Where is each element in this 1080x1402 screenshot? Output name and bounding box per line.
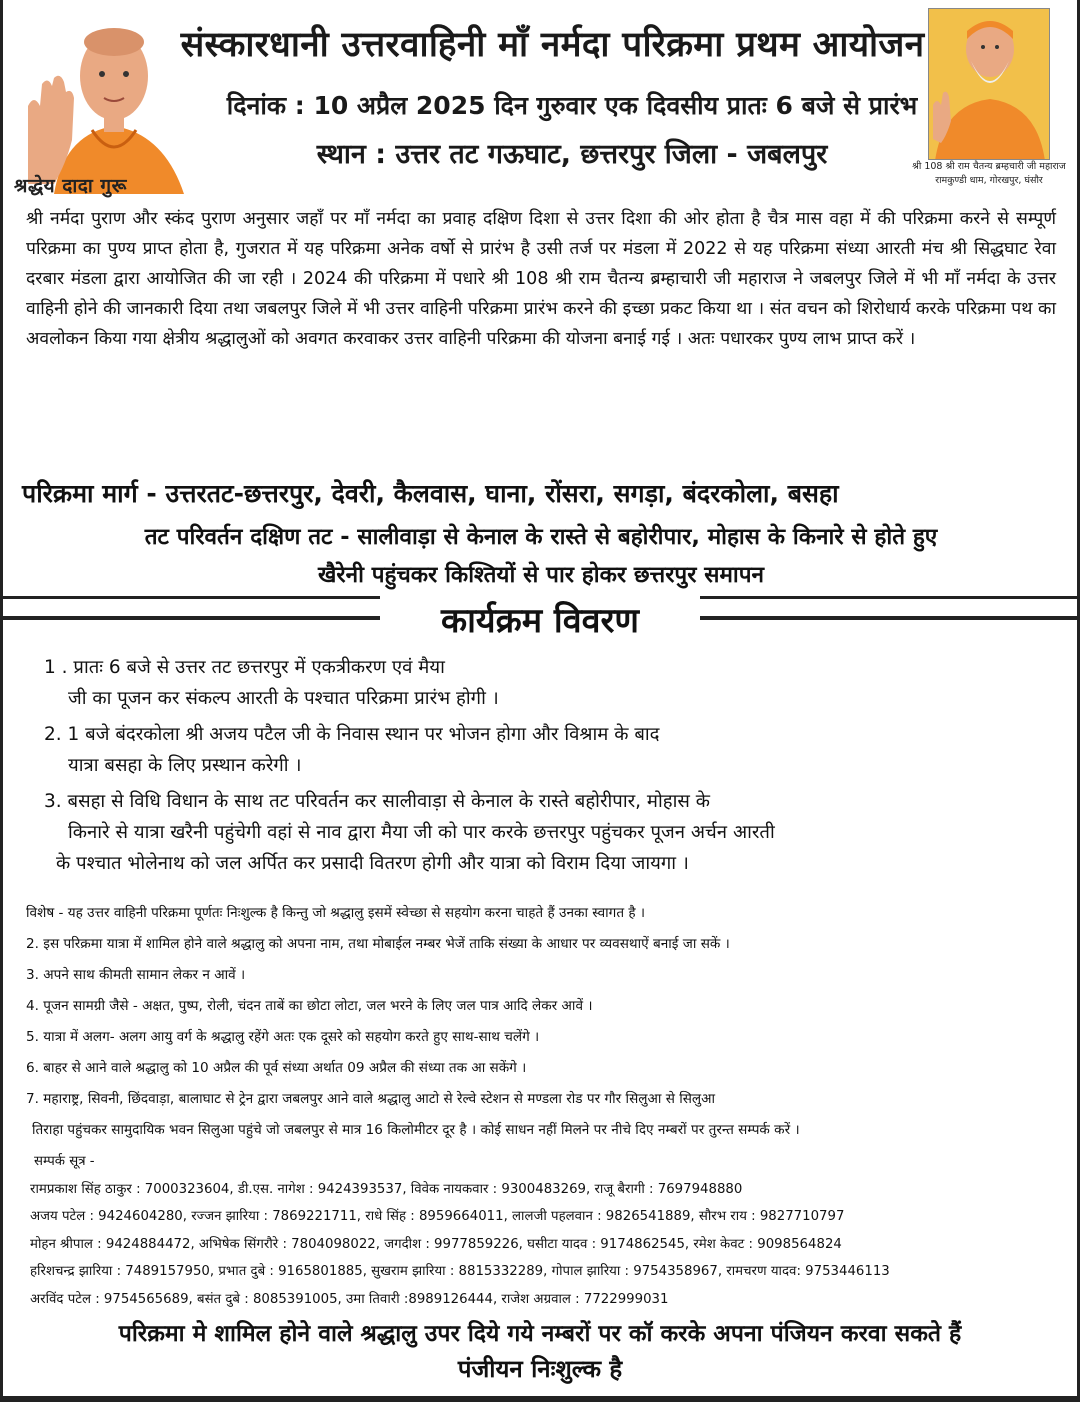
contacts-row-2: अजय पटेल : 9424604280, रज्जन झारिया : 7869221711, राधे सिंह : 8959664011, लालजी पहलवान : 9826541889, सौरभ राय : 9827710797 <box>30 1209 845 1224</box>
program-list <box>44 652 1044 884</box>
route-line-1: परिक्रमा मार्ग - उत्तरतट-छत्तरपुर, देवरी, कैलवास, घाना, रोंसरा, सगड़ा, बंदरकोला, बसहा <box>22 479 839 508</box>
registration-note: परिक्रमा मे शामिल होने वाले श्रद्धालु उपर दिये गये नम्बरों पर कॉ करके अपना पंजियन करवा सकते हैं <box>118 1321 962 1347</box>
program-item-2-line-a: 2. 1 बजे बंदरकोला श्री अजय पटैल जी के निवास स्थान पर भोजन होगा और विश्राम के बाद <box>44 724 660 745</box>
intro-paragraph: श्री नर्मदा पुराण और स्कंद पुराण अनुसार जहाँ पर माँ नर्मदा का प्रवाह दक्षिण दिशा से उत्तर दिशा की ओर होता है चैत्र मास वहा में की परिक्रमा करने से सम्पूर्ण परिक्रमा का पुण्य प्राप्त होता है, गुजरात में यह परिक्रमा अनेक वर्षो से प्रारंभ है उसी तर्ज पर मंडला में 2022 से यह परिक्रमा संध्या आरती मंच श्री सिद्धघाट रेवा दरबार मंडला द्वारा आयोजित की जा रही । 2024 की परिक्रमा में पधारे श्री 108 श्री राम चैतन्य ब्रम्हाचारी जी महाराज ने जबलपुर जिले में भी माँ नर्मदा के उत्तर वाहिनी होने की जानकारी दिया तथा जबलपुर जिले में भी उत्तर वाहिनी परिक्रमा प्रारंभ करने की इच्छा प्रकट किया था । संत वचन को शिरोधार्य करके परिक्रमा पथ का अवलोकन किया गया क्षेत्रीय श्रद्धालुओं को अवगत करवाकर उत्तर वाहिनी परिक्रमा की योजना बनाई गई । अतः पधारकर पुण्य लाभ प्राप्त करें । <box>26 209 1056 349</box>
note-5: 5. यात्रा में अलग- अलग आयु वर्ग के श्रद्धालु रहेंगे अतः एक दूसरे को सहयोग करते हुए साथ-साथ चलेंगे । <box>26 1029 540 1045</box>
program-item-1-line-b: जी का पूजन कर संकल्प आरती के पश्चात परिक्रमा प्रारंभ होगी । <box>68 688 499 709</box>
event-date: दिनांक : 10 अप्रैल 2025 दिन गुरुवार एक दिवसीय प्रातः 6 बजे से प्रारंभ <box>226 91 918 120</box>
event-place: स्थान : उत्तर तट गऊघाट, छत्तरपुर जिला - जबलपुर <box>316 139 828 170</box>
guru-photo-right <box>928 8 1050 160</box>
heading-rule-left <box>0 616 390 620</box>
note-4: 4. पूजन सामग्री जैसे - अक्षत, पुष्प, रोली, चंदन ताबें का छोटा लोटा, जल भरने के लिए जल पात्र आदि लेकर आवें । <box>26 998 593 1014</box>
program-item-1-line-a: 1 . प्रातः 6 बजे से उत्तर तट छत्तरपुर में एकत्रीकरण एवं मैया <box>44 657 445 678</box>
note-special: विशेष - यह उत्तर वाहिनी परिक्रमा पूर्णतः निःशुल्क है किन्तु जो श्रद्धालु इसमें स्वेच्छा से सहयोग करना चाहते हैं उनका स्वागत है । <box>26 905 646 921</box>
guru-caption-left: श्रद्धेय दादा गुरू <box>14 175 127 197</box>
program-item-3 <box>44 786 1044 879</box>
note-3: 3. अपने साथ कीमती सामान लेकर न आवें । <box>26 967 246 983</box>
note-2: 2. इस परिक्रमा यात्रा में शामिल होने वाले श्रद्धालु को अपना नाम, तथा मोबाईल नम्बर भेजें ताकि संख्या के आधार पर व्यवसथाऐं बनाई जा सकें । <box>26 936 730 952</box>
note-7-line-a: 7. महाराष्ट्र, सिवनी, छिंदवाड़ा, बालाघाट से ट्रेन द्वारा जबलपुर आने वाले श्रद्धालु आटो से रेल्वे स्टेशन से मण्डला रोड पर गौर सिलुआ से सिलुआ <box>26 1091 716 1107</box>
program-item-2 <box>44 719 1044 781</box>
guru-caption-right-line1: श्री 108 श्री राम चैतन्य ब्रम्हचारी जी महाराज <box>912 161 1066 172</box>
contacts-block <box>30 1148 1070 1313</box>
contacts-row-5: अरविंद पटेल : 9754565689, बसंत दुबे : 8085391005, उमा तिवारी :8989126444, राजेश अग्रवाल : 7722999031 <box>30 1291 669 1307</box>
note-7-line-b: तिराहा पहुंचकर सामुदायिक भवन सिलुआ पहुंचे जो जबलपुर से मात्र 16 किलोमीटर दूर है । कोई साधन नहीं मिलने पर नीचे दिए नम्बरों पर तुरन्त सम्पर्क करें । <box>32 1122 800 1138</box>
registration-free-note: पंजीयन निःशुल्क है <box>457 1355 623 1383</box>
program-item-3-line-b: किनारे से यात्रा खरैनी पहुंचेगी वहां से नाव द्वारा मैया जी को पार करके छत्तरपुर पहुंचकर पूजन अर्चन आरती <box>68 822 775 843</box>
route-line-3: खैरेनी पहुंचकर किश्तियों से पार होकर छत्तरपुर समापन <box>318 562 764 588</box>
program-item-3-line-c: के पश्चात भोलेनाथ को जल अर्पित कर प्रसादी वितरण होगी और यात्रा को विराम दिया जायगा । <box>56 853 689 874</box>
contacts-row-4: हरिशचन्द्र झारिया : 7489157950, प्रभात दुबे : 9165801885, सुखराम झारिया : 8815332289, गोपाल झारिया : 9754358967, रामचरण यादव: 9753446113 <box>30 1264 890 1279</box>
notes-list <box>26 898 1072 1146</box>
program-heading: कार्यक्रम विवरण <box>380 596 700 642</box>
contacts-label: सम्पर्क सूत्र - <box>34 1154 95 1169</box>
program-item-3-line-a: 3. बसहा से विधि विधान के साथ तट परिवर्तन कर सालीवाड़ा से केनाल के रास्ते बहोरीपार, मोहास के <box>44 791 710 812</box>
heading-rule-right <box>690 616 1080 620</box>
contacts-row-3: मोहन श्रीपाल : 9424884472, अभिषेक सिंगरौरे : 7804098022, जगदीश : 9977859226, घसीटा यादव : 9174862545, रमेश केवट : 9098564824 <box>30 1236 842 1252</box>
bottom-border <box>0 1396 1080 1402</box>
guru-caption-right-line2: रामकुण्डी धाम, गोरखपुर, घंसौर <box>935 175 1043 186</box>
route-line-2: तट परिवर्तन दक्षिण तट - सालीवाड़ा से केनाल के रास्ते से बहोरीपार, मोहास के किनारे से होते हुए <box>144 524 938 550</box>
program-item-1 <box>44 652 1044 714</box>
program-item-2-line-b: यात्रा बसहा के लिए प्रस्थान करेगी । <box>68 755 302 776</box>
event-title: संस्कारधानी उत्तरवाहिनी माँ नर्मदा परिक्रमा प्रथम आयोजन <box>180 25 925 65</box>
note-6: 6. बाहर से आने वाले श्रद्धालु को 10 अप्रैल की पूर्व संध्या अर्थात 09 अप्रैल की संध्या तक आ सकेंगे । <box>26 1060 527 1076</box>
contacts-row-1: रामप्रकाश सिंह ठाकुर : 7000323604, डी.एस. नागेश : 9424393537, विवेक नायकवार : 9300483269, राजू बैरागी : 7697948880 <box>30 1181 743 1197</box>
guru-caption-right <box>900 160 1078 188</box>
